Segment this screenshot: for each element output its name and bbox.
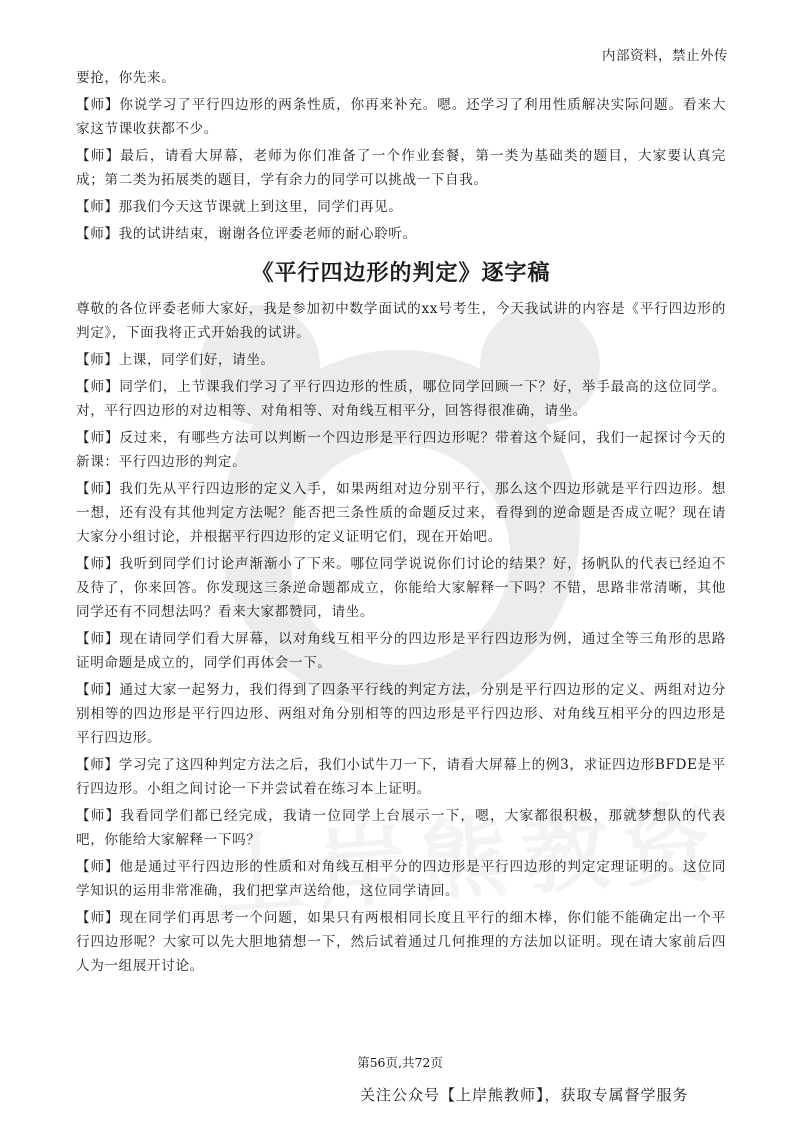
paragraph: 【师】反过来，有哪些方法可以判断一个四边形是平行四边形呢？带着这个疑问，我们一起探讨今天的新课：平行四边形的判定。 (76, 430, 726, 470)
paragraph: 【师】我看同学们都已经完成，我请一位同学上台展示一下，嗯，大家都很积极，那就梦想队的代表吧，你能给大家解释一下吗？ (76, 808, 726, 848)
paragraph: 【师】通过大家一起努力，我们得到了四条平行线的判定方法，分别是平行四边形的定义、两组对边分别相等的四边形是平行四边形、两组对角分别相等的四边形是平行四边形、对角线互相平分的四边形是平行四边形。 (76, 682, 726, 746)
paragraph: 【师】他是通过平行四边形的性质和对角线互相平分的四边形是平行四边形的判定定理证明的。这位同学知识的运用非常准确，我们把掌声送给他，这位同学请回。 (76, 859, 726, 899)
document-body (76, 66, 726, 981)
paragraph: 【师】现在请同学们看大屏幕，以对角线互相平分的四边形是平行四边形为例，通过全等三角形的思路证明命题是成立的，同学们再体会一下。 (76, 631, 726, 671)
page-number: 第56页,共72页 (357, 1055, 443, 1070)
footer-promo-text: 关注公众号【上岸熊教师】，获取专属督学服务 (360, 1086, 689, 1104)
paragraph: 【师】学习完了这四种判定方法之后，我们小试牛刀一下，请看大屏幕上的例3，求证四边形BFDE是平行四边形。小组之间讨论一下并尝试着在练习本上证明。 (76, 757, 726, 797)
paragraph: 【师】同学们，上节课我们学习了平行四边形的性质，哪位同学回顾一下？好，举手最高的这位同学。对，平行四边形的对边相等、对角相等、对角线互相平分，回答得很准确，请坐。 (76, 379, 726, 419)
section-title: 《平行四边形的判定》逐字稿 (251, 261, 551, 286)
paragraph: 【师】现在同学们再思考一个问题，如果只有两根相同长度且平行的细木棒，你们能不能确定出一个平行四边形呢？大家可以先大胆地猜想一下，然后试着通过几何推理的方法加以证明。现在请大家前后四人为一组展开讨论。 (76, 910, 726, 974)
paragraph: 【师】最后，请看大屏幕，老师为你们准备了一个作业套餐，第一类为基础类的题目，大家要认真完成；第二类为拓展类的题目，学有余力的同学可以挑战一下自我。 (76, 148, 726, 188)
paragraph: 【师】我听到同学们讨论声渐渐小了下来。哪位同学说说你们讨论的结果？好，扬帆队的代表已经迫不及待了，你来回答。你发现这三条逆命题都成立，你能给大家解释一下吗？不错，思路非常清晰，其他同学还有不同想法吗？看来大家都赞同，请坐。 (76, 556, 726, 620)
paragraph: 【师】那我们今天这节课就上到这里，同学们再见。 (76, 199, 403, 215)
paragraph: 【师】你说学习了平行四边形的两条性质，你再来补充。嗯。还学习了利用性质解决实际问题。看来大家这节课收获都不少。 (76, 97, 726, 137)
paragraph: 尊敬的各位评委老师大家好，我是参加初中数学面试的xx号考生，今天我试讲的内容是《平行四边形的判定》，下面我将正式开始我的试讲。 (76, 301, 726, 341)
confidential-note: 内部资料，禁止外传 (602, 48, 728, 64)
paragraph: 【师】上课，同学们好，请坐。 (76, 352, 275, 368)
paragraph: 【师】我的试讲结束，谢谢各位评委老师的耐心聆听。 (76, 226, 417, 242)
paragraph: 【师】我们先从平行四边形的定义入手，如果两组对边分别平行，那么这个四边形就是平行四边形。想一想，还有没有其他判定方法呢？能否把三条性质的命题反过来，看得到的逆命题是否成立呢？现在请大家分小组讨论，并根据平行四边形的定义证明它们，现在开始吧。 (76, 481, 726, 545)
paragraph: 要抢，你先来。 (76, 70, 176, 86)
